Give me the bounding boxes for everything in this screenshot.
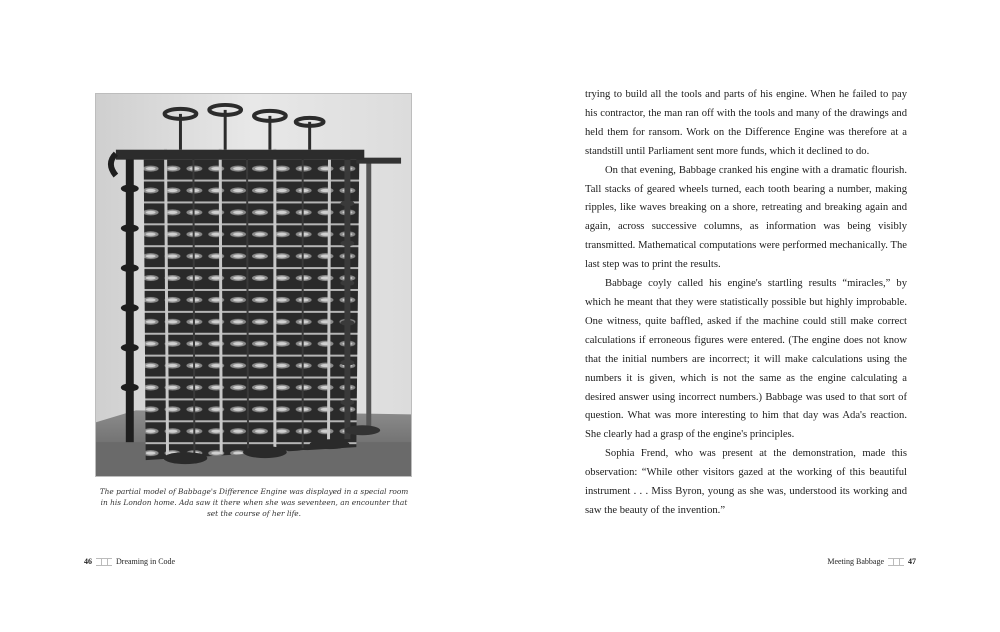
difference-engine-illustration — [96, 94, 411, 476]
page-number-left: 46 — [84, 557, 92, 566]
paragraph: trying to build all the tools and parts of his engine. When he failed to pay his contractor, the man ran off with the tools and many of the drawings and held them for ransom. Work on the Difference Engine was therefore at a standstill until Parliament sent more funds, which it declined to do. — [585, 89, 907, 157]
difference-engine-photo — [95, 93, 412, 477]
left-folio — [84, 557, 175, 566]
right-page — [500, 0, 1000, 632]
running-head-right: Meeting Babbage — [827, 557, 884, 566]
folio-ornament-icon — [96, 558, 112, 566]
running-head-left: Dreaming in Code — [116, 557, 176, 566]
folio-ornament-icon — [888, 558, 904, 566]
right-folio — [827, 557, 916, 566]
paragraph: Sophia Frend, who was present at the demonstration, made this observation: “While other visitors gazed at the working of this beautiful instrument . . . Miss Byron, young as she was, understood its working and saw the beauty of the invention.” — [585, 448, 907, 516]
photo-caption: The partial model of Babbage's Difference Engine was displayed in a special room in his London home. Ada saw it there when she was seventeen, an encounter that set the course of her life. — [99, 487, 409, 518]
page-number-right: 47 — [908, 557, 916, 566]
body-text — [585, 86, 907, 521]
paragraph: Babbage coyly called his engine's startling results “miracles,” by which he meant that they were statistically possible but highly improbable. One witness, quite baffled, asked if the machine could still make correct calculations if erroneous figures were entered. (The engine does not know that the initial numbers are incorrect; it will make calculations using the numbers it is given, which is not the same as the engine calculating a desired answer using incorrect numbers.) Babbage was used to that sort of question. What was more interesting to him that day was Ada's reaction. She clearly had a grasp of the engine's principles. — [585, 278, 907, 441]
paragraph: On that evening, Babbage cranked his engine with a dramatic flourish. Tall stacks of geared wheels turned, each tooth bearing a number, making ripples, like waves breaking on a shore, retreating and breaking again and again, across successive columns, as information was being visibly transmitted. Mathematical computations were performed mechanically. The last step was to print the results. — [585, 164, 907, 271]
